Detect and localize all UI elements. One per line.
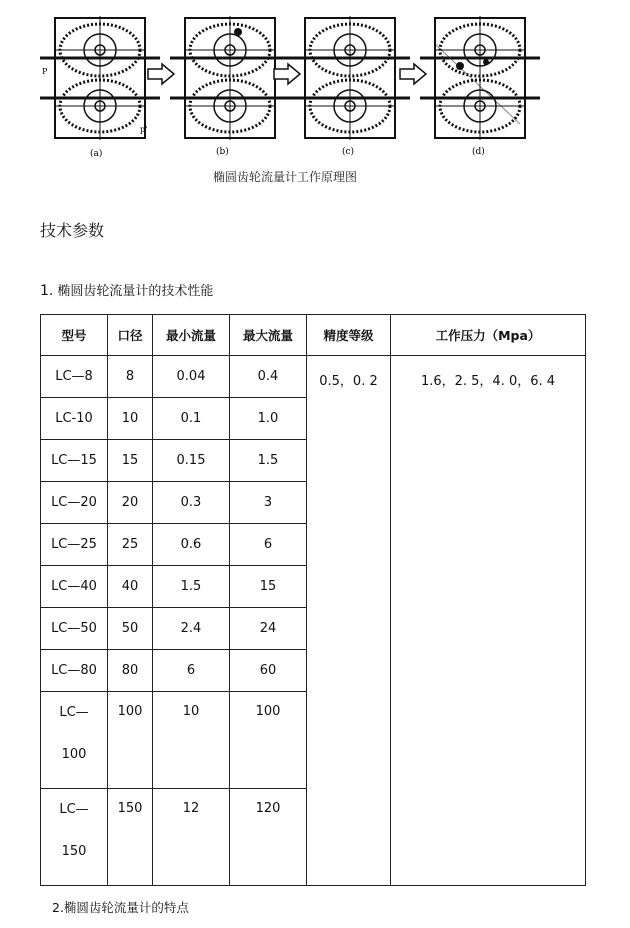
subsection-1-heading: [40, 280, 213, 299]
cell-max-flow: 1.5: [230, 440, 307, 482]
cell-diameter: 40: [108, 566, 153, 608]
cell-model: LC—40: [41, 566, 108, 608]
cell-min-flow: 10: [153, 692, 230, 789]
gear-panel-c: [290, 16, 410, 140]
cell-model: LC—20: [41, 482, 108, 524]
cell-min-flow: 12: [153, 789, 230, 886]
cell-model-line1: LC—: [59, 705, 89, 720]
cell-pressure: 1.6，2. 5，4. 0，6. 4: [391, 356, 586, 886]
cell-min-flow: 0.04: [153, 356, 230, 398]
cell-diameter: 15: [108, 440, 153, 482]
gear-panel-b: [170, 16, 290, 140]
cell-model: LC—50: [41, 608, 108, 650]
gear-panel-d: [420, 16, 540, 140]
cell-max-flow: 60: [230, 650, 307, 692]
cell-max-flow: 120: [230, 789, 307, 886]
cell-diameter: 100: [108, 692, 153, 789]
figure-caption: 椭圆齿轮流量计工作原理图: [212, 170, 357, 184]
outlet-mark: p': [140, 125, 148, 134]
cell-model: LC—8: [41, 356, 108, 398]
header-accuracy: 精度等级: [307, 315, 391, 356]
cell-max-flow: 6: [230, 524, 307, 566]
cell-min-flow: 6: [153, 650, 230, 692]
panel-label-c: (c): [342, 147, 355, 157]
section-title: 技术参数: [40, 221, 105, 240]
cell-min-flow: 0.6: [153, 524, 230, 566]
panel-label-a: (a): [90, 149, 103, 159]
cell-model: LC—80: [41, 650, 108, 692]
table-header-row: [41, 315, 586, 356]
cell-diameter: 20: [108, 482, 153, 524]
subsection-1-number: 1.: [40, 283, 54, 299]
cell-diameter: 80: [108, 650, 153, 692]
header-diameter: 口径: [108, 315, 153, 356]
spec-table: [40, 314, 586, 886]
cell-max-flow: 3: [230, 482, 307, 524]
cell-model-line2: 100: [61, 747, 87, 762]
cell-min-flow: 2.4: [153, 608, 230, 650]
cell-min-flow: 0.1: [153, 398, 230, 440]
cell-max-flow: 1.0: [230, 398, 307, 440]
cell-max-flow: 15: [230, 566, 307, 608]
panel-label-d: (d): [472, 147, 485, 157]
table-row: [41, 356, 586, 398]
cell-model: [41, 692, 108, 789]
cell-model: LC—15: [41, 440, 108, 482]
cell-model: [41, 789, 108, 886]
cell-max-flow: 24: [230, 608, 307, 650]
cell-min-flow: 0.3: [153, 482, 230, 524]
inlet-mark: P: [42, 67, 48, 76]
subsection-2-heading: 2.椭圆齿轮流量计的特点: [52, 900, 189, 915]
cell-diameter: 8: [108, 356, 153, 398]
cell-model: LC-10: [41, 398, 108, 440]
gear-panel-a: [40, 16, 160, 140]
cell-diameter: 150: [108, 789, 153, 886]
cell-diameter: 25: [108, 524, 153, 566]
header-max-flow: 最大流量: [230, 315, 307, 356]
header-min-flow: 最小流量: [153, 315, 230, 356]
cell-max-flow: 100: [230, 692, 307, 789]
cell-min-flow: 1.5: [153, 566, 230, 608]
cell-model-line2: 150: [61, 844, 87, 859]
cell-model-line1: LC—: [59, 802, 89, 817]
cell-max-flow: 0.4: [230, 356, 307, 398]
cell-accuracy: 0.5，0. 2: [307, 356, 391, 886]
gear-meter-diagram: [40, 4, 550, 164]
subsection-1-title: 椭圆齿轮流量计的技术性能: [57, 284, 214, 299]
panel-label-b: (b): [216, 147, 229, 157]
cell-model: LC—25: [41, 524, 108, 566]
header-model: 型号: [41, 315, 108, 356]
header-pressure: 工作压力（Mpa）: [391, 315, 586, 356]
cell-min-flow: 0.15: [153, 440, 230, 482]
cell-diameter: 50: [108, 608, 153, 650]
cell-diameter: 10: [108, 398, 153, 440]
